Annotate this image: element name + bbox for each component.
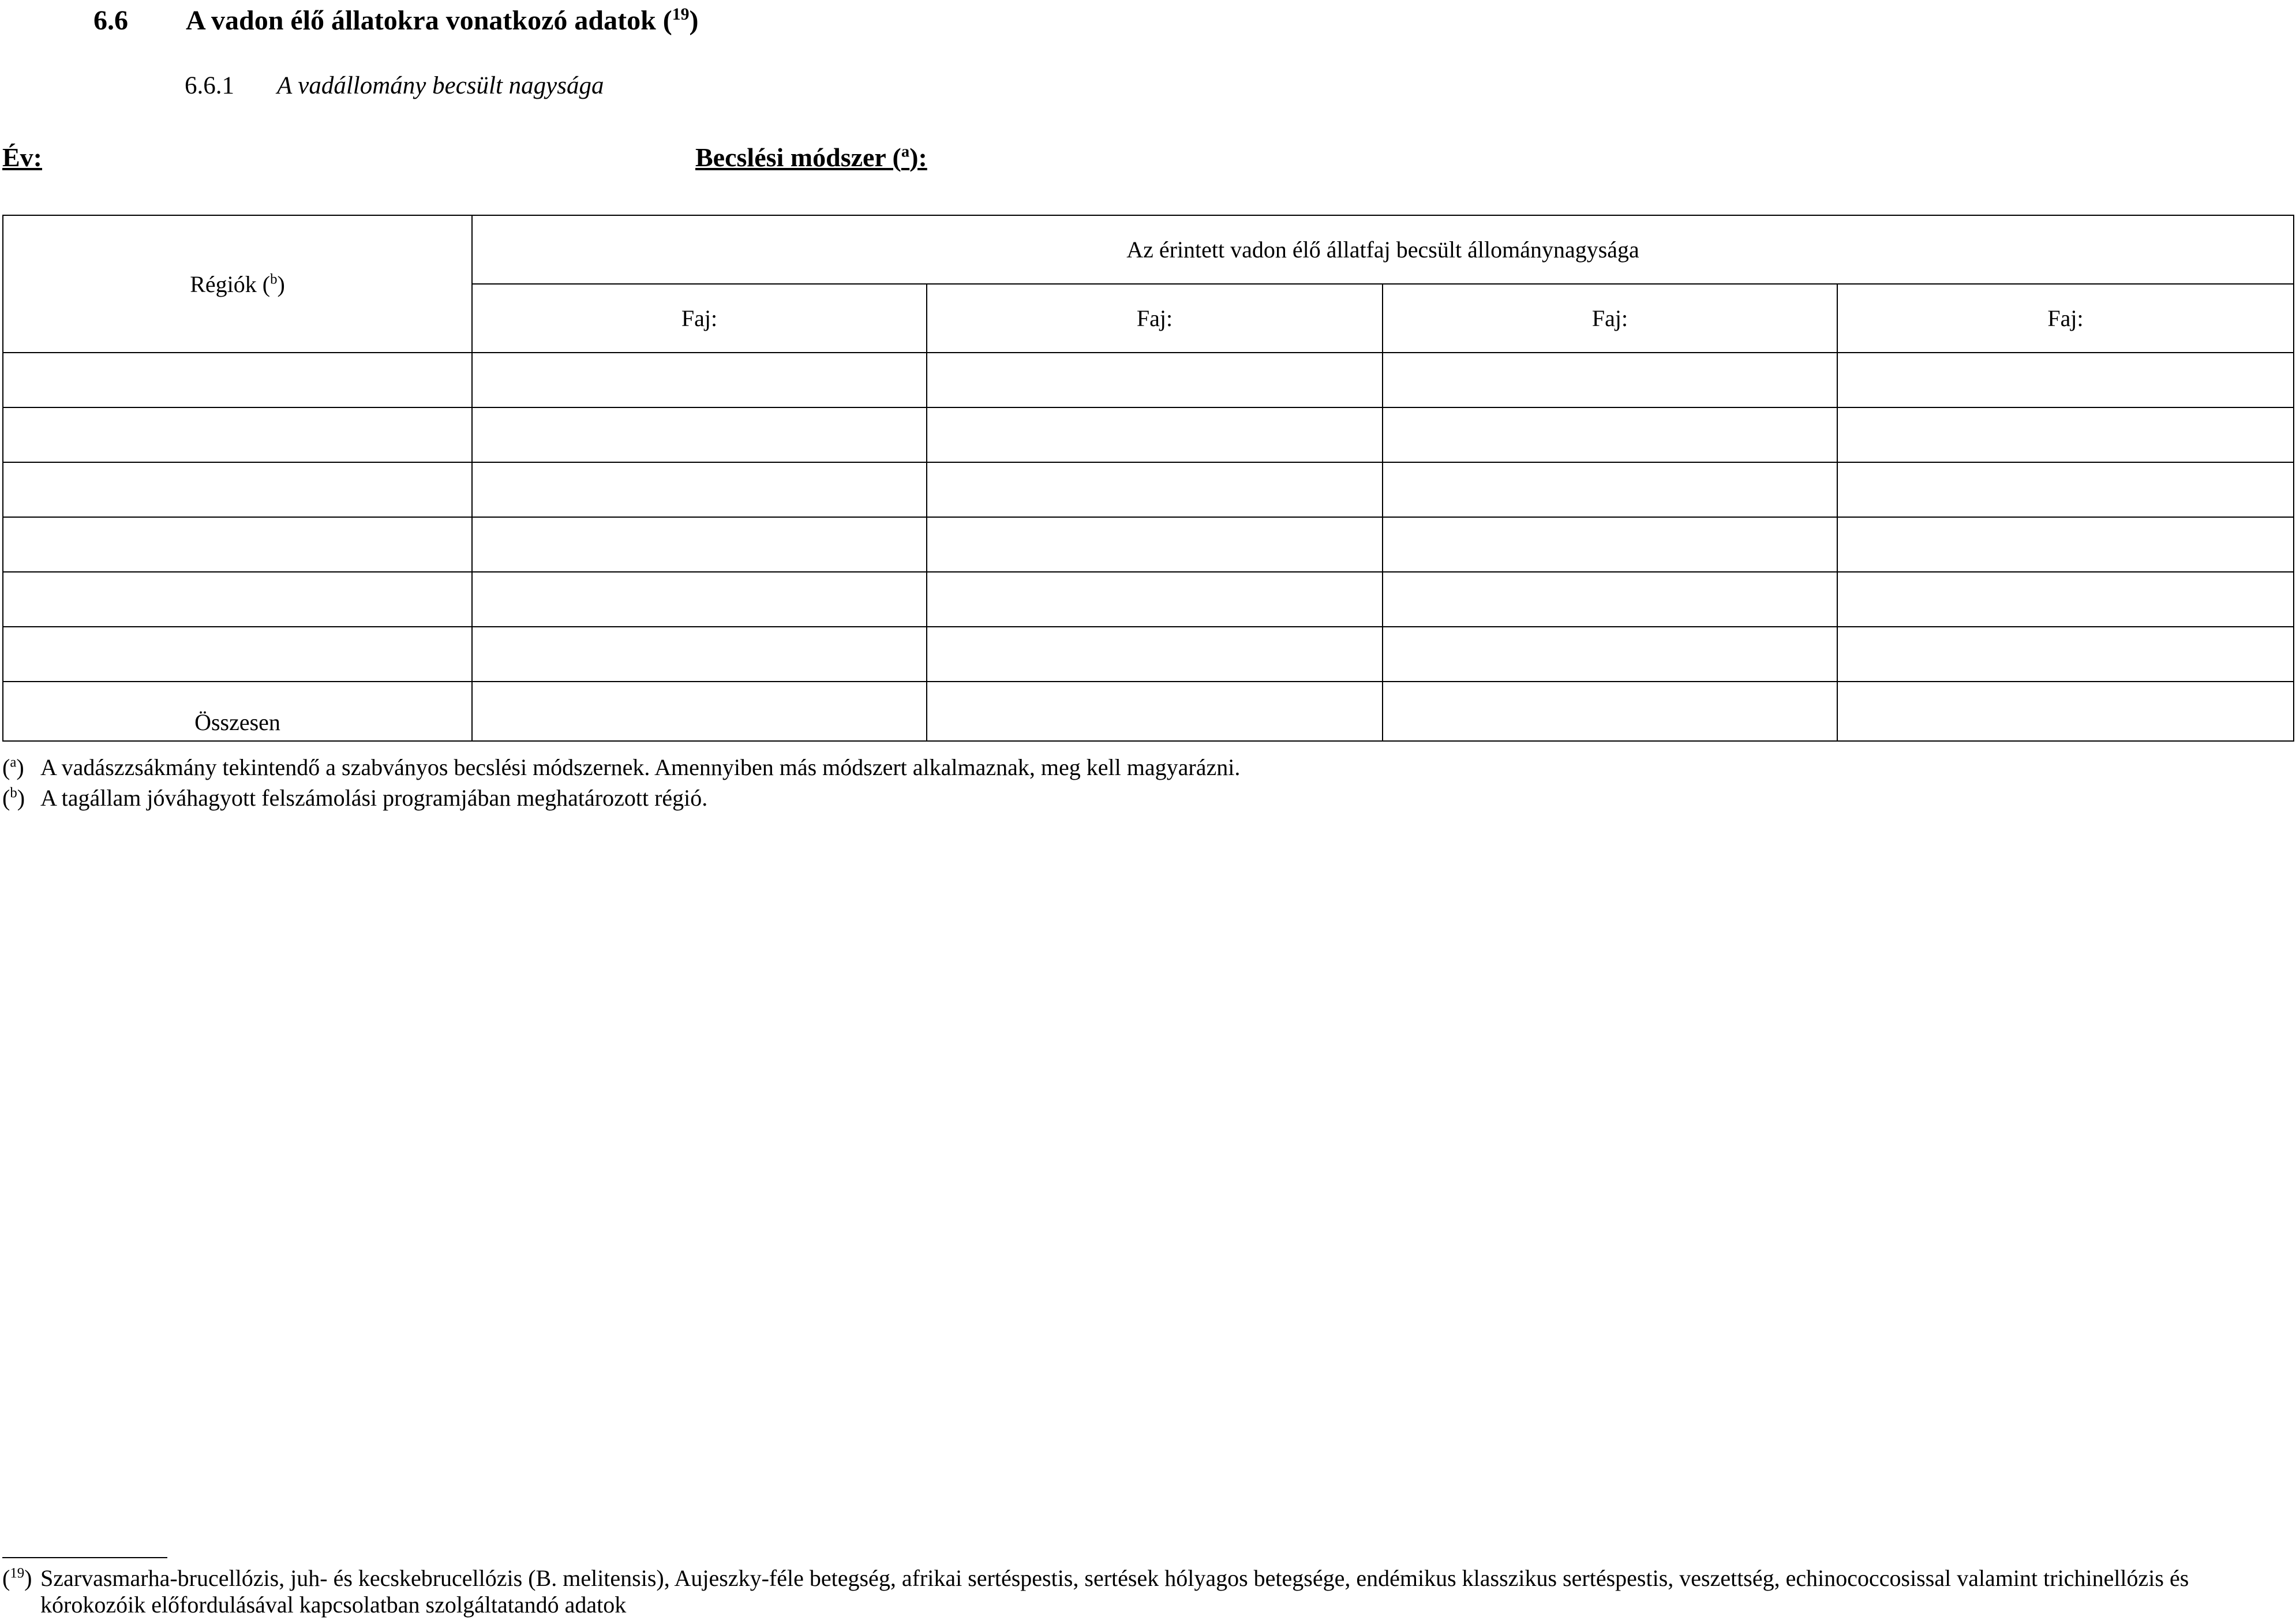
- total-cell[interactable]: [1383, 682, 1837, 741]
- subsection-heading: [185, 72, 604, 100]
- table-row: [3, 353, 2294, 407]
- method-label: Becslési módszer ($^a$):: [695, 143, 927, 172]
- value-cell[interactable]: [472, 627, 927, 682]
- table-notes: [2, 752, 1240, 813]
- value-cell[interactable]: [472, 353, 927, 407]
- table-header-row: [3, 215, 2294, 284]
- value-cell[interactable]: [1383, 407, 1837, 462]
- note-marker-letter: b: [10, 785, 17, 801]
- value-cell[interactable]: [472, 517, 927, 572]
- section-heading: 6.6 A vadon élő állatokra vonatkozó adatok ($^{19}$): [93, 5, 699, 36]
- note-marker: ($^a$): [2, 754, 24, 780]
- value-cell[interactable]: [1837, 572, 2294, 627]
- value-cell[interactable]: [1837, 627, 2294, 682]
- note-text: A tagállam jóváhagyott felszámolási programjában meghatározott régió.: [40, 785, 708, 811]
- value-cell[interactable]: [1837, 407, 2294, 462]
- footnote-marker: ($^{19}$): [2, 1565, 32, 1591]
- year-label: Év:: [2, 143, 42, 172]
- value-cell[interactable]: [472, 462, 927, 517]
- species-header: Faj:: [1837, 284, 2294, 353]
- value-cell[interactable]: [1837, 517, 2294, 572]
- table-note: [2, 783, 1240, 813]
- region-cell[interactable]: [3, 407, 472, 462]
- method-footnote-ref[interactable]: a: [901, 143, 910, 161]
- table-note: [2, 752, 1240, 783]
- table-row: [3, 462, 2294, 517]
- subsection-number: 6.6.1: [185, 72, 234, 99]
- table-row: [3, 572, 2294, 627]
- region-cell[interactable]: [3, 627, 472, 682]
- value-cell[interactable]: [472, 407, 927, 462]
- population-table: [2, 215, 2294, 742]
- value-cell[interactable]: [1383, 353, 1837, 407]
- subsection-title: A vadállomány becsült nagysága: [277, 72, 604, 99]
- species-header: Faj:: [927, 284, 1383, 353]
- value-cell[interactable]: [1837, 353, 2294, 407]
- region-cell[interactable]: [3, 517, 472, 572]
- regions-footnote-ref[interactable]: b: [270, 271, 278, 287]
- section-title: A vadon élő állatokra vonatkozó adatok: [186, 5, 656, 36]
- value-cell[interactable]: [927, 407, 1383, 462]
- regions-header-text: Régiók: [190, 271, 257, 297]
- species-header: Faj:: [472, 284, 927, 353]
- region-cell[interactable]: [3, 572, 472, 627]
- total-label: Összesen: [3, 682, 472, 741]
- note-text: A vadászzsákmány tekintendő a szabványos becslési módszernek. Amennyiben más módszert alkalmaznak, meg kell magyarázni.: [40, 754, 1241, 780]
- value-cell[interactable]: [927, 627, 1383, 682]
- region-cell[interactable]: [3, 353, 472, 407]
- regions-header: Régiók ($^b$): [3, 215, 472, 353]
- footnote-text: Szarvasmarha-brucellózis, juh- és kecskebrucellózis (B. melitensis), Aujeszky-féle betegség, afrikai sertéspestis, sertések hólyagos betegsége, endémikus klasszikus sertéspestis, veszettség, echinococcosissal valamint trichinellózis és kórokozóik előfordulásával kapcsolatban szolgáltatandó adatok: [40, 1565, 2189, 1618]
- section-number: 6.6: [93, 5, 128, 36]
- total-row: [3, 682, 2294, 741]
- table-row: [3, 517, 2294, 572]
- total-cell[interactable]: [927, 682, 1383, 741]
- footnote-marker-number: 19: [10, 1565, 25, 1581]
- table-row: [3, 407, 2294, 462]
- value-cell[interactable]: [927, 517, 1383, 572]
- value-cell[interactable]: [927, 353, 1383, 407]
- species-header: Faj:: [1383, 284, 1837, 353]
- value-cell[interactable]: [1837, 462, 2294, 517]
- region-cell[interactable]: [3, 462, 472, 517]
- value-cell[interactable]: [927, 462, 1383, 517]
- page-footnote: [2, 1565, 2287, 1618]
- section-footnote-ref[interactable]: 19: [672, 5, 690, 24]
- value-cell[interactable]: [1383, 627, 1837, 682]
- note-marker: ($^b$): [2, 785, 25, 811]
- total-cell[interactable]: [472, 682, 927, 741]
- value-cell[interactable]: [1383, 517, 1837, 572]
- total-cell[interactable]: [1837, 682, 2294, 741]
- method-label-suffix: ):: [909, 143, 927, 172]
- value-cell[interactable]: [1383, 462, 1837, 517]
- footnote-divider: [2, 1557, 167, 1558]
- group-header: Az érintett vadon élő állatfaj becsült állománynagysága: [472, 215, 2294, 284]
- method-label-text: Becslési módszer: [695, 143, 886, 172]
- value-cell[interactable]: [472, 572, 927, 627]
- value-cell[interactable]: [927, 572, 1383, 627]
- note-marker-letter: a: [10, 754, 17, 770]
- value-cell[interactable]: [1383, 572, 1837, 627]
- table-row: [3, 627, 2294, 682]
